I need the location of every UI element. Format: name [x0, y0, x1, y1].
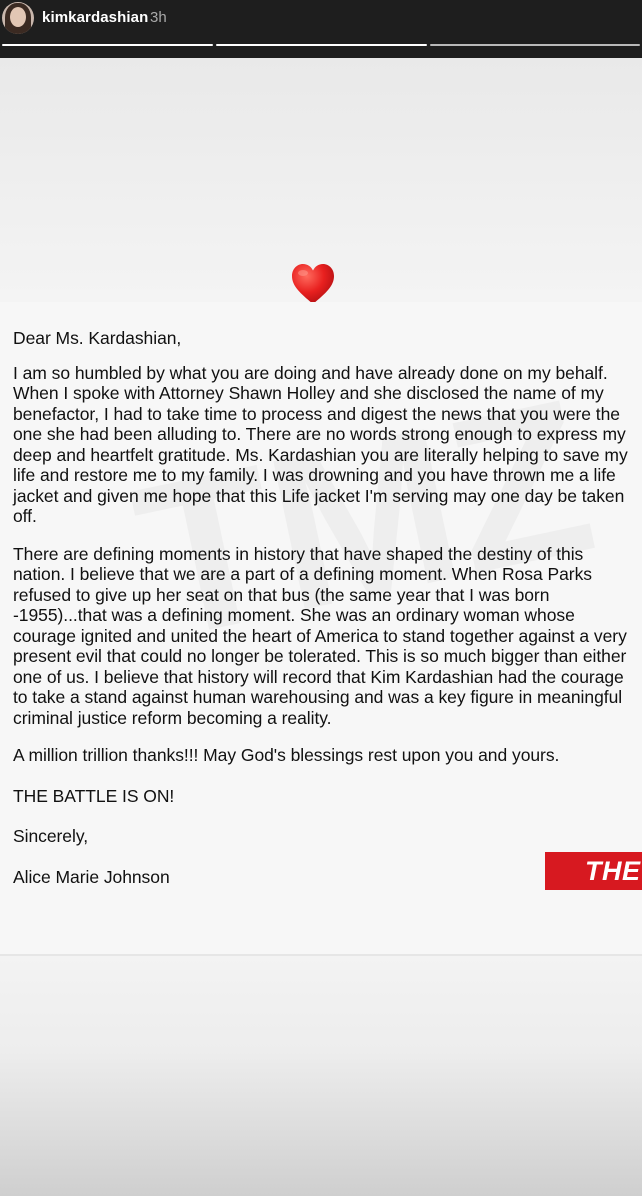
story-timestamp: 3h	[150, 9, 167, 26]
avatar-face-shape	[10, 7, 26, 27]
letter-paragraph-1: I am so humbled by what you are doing and have already done on my behalf. When I spoke with Attorney Shawn Holley and she disclosed the name of my benefactor, I had to take time to process and digest the news that you were the one she had been alluding to. There are no words strong enough to express my deep and heartfelt gratitude. Ms. Kardashian you are literally helping to save my life and restore me to my family. I was drowning and you have thrown me a life jacket and given me hope that this Life jacket I'm serving may one day be taken off.	[13, 362, 628, 526]
story-background-bottom	[0, 956, 642, 1196]
story-progress-segment	[430, 44, 640, 46]
letter-battle-line: THE BATTLE IS ON!	[13, 785, 175, 806]
letter-closing: Sincerely,	[13, 826, 89, 846]
story-progress-segment	[2, 44, 213, 46]
tmz-badge: THE	[545, 852, 642, 890]
letter-image	[0, 302, 642, 956]
letter-salutation: Dear Ms. Kardashian,	[13, 328, 182, 348]
story-progress-segment	[216, 44, 427, 46]
story-username[interactable]: kimkardashian	[42, 9, 149, 26]
letter-thanks: A million trillion thanks!!! May God's blessings rest upon you and yours.	[13, 745, 560, 765]
letter-signature: Alice Marie Johnson	[13, 866, 170, 887]
letter-paragraph-2: There are defining moments in history that have shaped the destiny of this nation. I believe that we are a part of a defining moment. When Rosa Parks refused to give up her seat on that bus (the same year that I was born -1955)...that was a defining moment. She was an ordinary woman whose courage ignited and united the heart of America to stand together against a very present evil that could no longer be tolerated. This is so much bigger than either one of us. I believe that history will record that Kim Kardashian had the courage to take a stand against human warehousing and was a key figure in meaningful criminal justice reform becoming a reality.	[13, 543, 627, 728]
avatar[interactable]	[2, 2, 34, 34]
story-header	[0, 0, 642, 58]
letter-body	[13, 328, 629, 887]
